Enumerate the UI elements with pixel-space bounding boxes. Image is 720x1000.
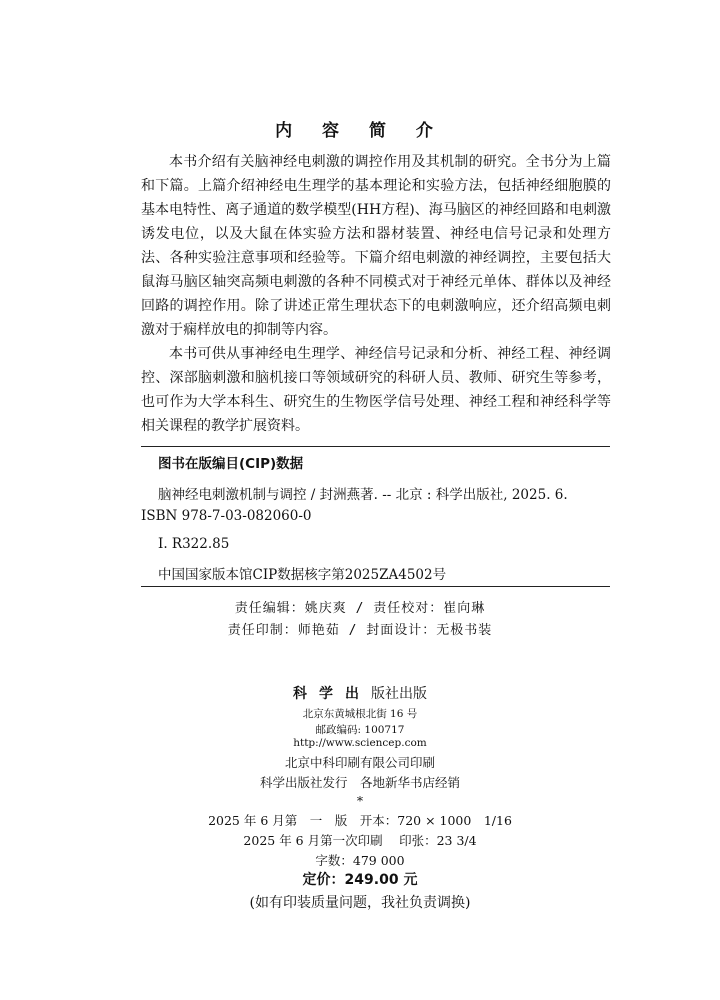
production-credits: 责任印制：师艳茹 / 封面设计：无极书装: [227, 623, 493, 638]
word-count: 字数：479 000: [315, 853, 405, 868]
cip-heading: 图书在版编目(CIP)数据: [158, 456, 304, 472]
intro-paragraph-1: 本书介绍有关脑神经电刺激的调控作用及其机制的研究。全书分为上篇和下篇。上篇介绍神经电生理学的基本理论和实验方法，包括神经细胞膜的基本电特性、离子通道的数学模型(HH方程)、海马脑区的神经回路和电刺激诱发电位，以及大鼠在体实验方法和器材装置、神经电信号记录和处理方法、各种实验注意事项和经验等。下篇介绍电刺激的神经调控，主要包括大鼠海马脑区轴突高频电刺激的各种不同模式对于神经元单体、群体以及神经回路的调控作用。除了讲述正常生理状态下的电刺激响应，还介绍高频电刺激对于痫样放电的抑制等内容。: [141, 154, 611, 338]
intro-paragraph-2: 本书可供从事神经电生理学、神经信号记录和分析、神经工程、神经调控、深部脑刺激和脑机接口等领域研究的科研人员、教师、研究生等参考，也可作为大学本科生、研究生的生物医学信号处理、神经工程和神经科学等相关课程的教学扩展资料。: [141, 346, 611, 434]
intro-text: [141, 150, 611, 438]
page-title: 内 容 简 介: [275, 121, 445, 141]
publisher-postcode: 邮政编码: 100717: [315, 724, 405, 736]
publisher-name: [0, 683, 720, 703]
editor-credits: 责任编辑：姚庆爽 / 责任校对：崔向琳: [234, 601, 486, 616]
cip-bottom-rule: [141, 586, 610, 587]
quality-note: (如有印装质量问题，我社负责调换): [249, 895, 471, 911]
printer-line: 北京中科印刷有限公司印刷: [284, 755, 435, 770]
separator-star: *: [356, 793, 364, 808]
publisher-name-suffix: 版社出版: [371, 686, 427, 702]
cip-top-rule: [141, 446, 610, 447]
cip-classification: Ⅰ. R322.85: [158, 536, 230, 552]
edition-line: 2025 年 6 月第 一 版 开本：720 × 1000 1/16: [208, 813, 512, 828]
cip-isbn: ISBN 978-7-03-082060-0: [141, 508, 312, 524]
publisher-address: 北京东黄城根北街 16 号: [302, 708, 418, 720]
price: 定价：249.00 元: [302, 872, 418, 888]
cip-record-number: 中国国家版本馆CIP数据核字第2025ZA4502号: [158, 567, 447, 583]
distribution-line: 科学出版社发行 各地新华书店经销: [259, 775, 460, 790]
printing-line: 2025 年 6 月第一次印刷 印张：23 3/4: [243, 833, 477, 848]
cip-title-line: 脑神经电刺激机制与调控 / 封洲燕著. -- 北京 : 科学出版社, 2025. 6.: [158, 487, 568, 503]
publisher-url: http://www.sciencep.com: [293, 737, 427, 749]
publisher-brand: 科学出: [293, 686, 371, 702]
